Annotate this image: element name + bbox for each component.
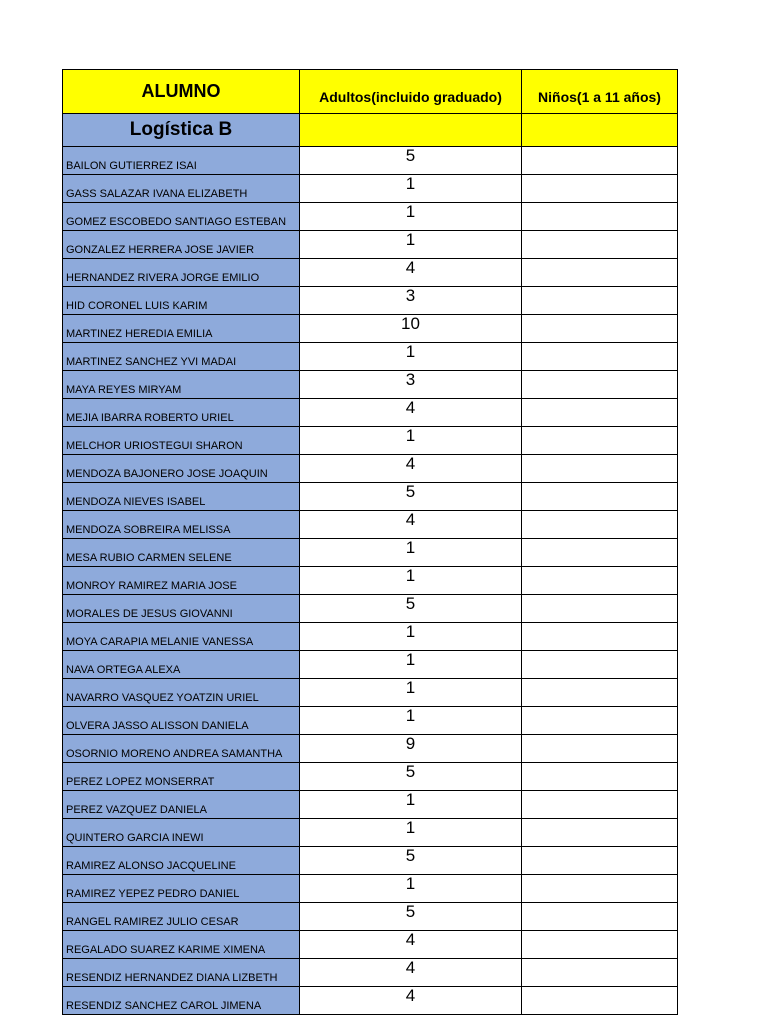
adults-count-cell[interactable]: 5 — [300, 147, 522, 175]
adults-count-cell[interactable]: 1 — [300, 175, 522, 203]
adults-count-cell[interactable]: 4 — [300, 987, 522, 1015]
student-name-cell[interactable]: REGALADO SUAREZ KARIME XIMENA — [63, 931, 300, 959]
student-name-cell[interactable]: BAILON GUTIERREZ ISAI — [63, 147, 300, 175]
adults-count-cell[interactable]: 1 — [300, 819, 522, 847]
kids-count-cell[interactable] — [522, 595, 678, 623]
group-kids-cell — [522, 114, 678, 147]
kids-count-cell[interactable] — [522, 959, 678, 987]
student-name-cell[interactable]: HID CORONEL LUIS KARIM — [63, 287, 300, 315]
student-name-cell[interactable]: MENDOZA BAJONERO JOSE JOAQUIN — [63, 455, 300, 483]
student-name-cell[interactable]: MELCHOR URIOSTEGUI SHARON — [63, 427, 300, 455]
student-name-cell[interactable]: MENDOZA SOBREIRA MELISSA — [63, 511, 300, 539]
table-row — [63, 679, 678, 707]
adults-count-cell[interactable]: 1 — [300, 651, 522, 679]
table-row — [63, 735, 678, 763]
kids-count-cell[interactable] — [522, 707, 678, 735]
adults-count-cell[interactable]: 1 — [300, 427, 522, 455]
alumno-header: ALUMNO — [63, 70, 300, 114]
student-name-cell[interactable]: MEJIA IBARRA ROBERTO URIEL — [63, 399, 300, 427]
student-name-cell[interactable]: GOMEZ ESCOBEDO SANTIAGO ESTEBAN — [63, 203, 300, 231]
kids-count-cell[interactable] — [522, 651, 678, 679]
table-row — [63, 847, 678, 875]
adults-column-header: Adultos(incluido graduado) — [300, 70, 522, 114]
adults-count-cell[interactable]: 4 — [300, 455, 522, 483]
student-name-cell[interactable]: MAYA REYES MIRYAM — [63, 371, 300, 399]
table-row — [63, 371, 678, 399]
table-row — [63, 259, 678, 287]
adults-count-cell[interactable]: 10 — [300, 315, 522, 343]
header-row — [63, 70, 678, 114]
group-title: Logística B — [63, 114, 300, 147]
adults-count-cell[interactable]: 4 — [300, 959, 522, 987]
table-row — [63, 231, 678, 259]
adults-count-cell[interactable]: 1 — [300, 567, 522, 595]
kids-count-cell[interactable] — [522, 399, 678, 427]
kids-count-cell[interactable] — [522, 147, 678, 175]
table-row — [63, 623, 678, 651]
table-row — [63, 931, 678, 959]
table-row — [63, 287, 678, 315]
table-row — [63, 455, 678, 483]
student-name-cell[interactable]: PEREZ VAZQUEZ DANIELA — [63, 791, 300, 819]
student-name-cell[interactable]: MARTINEZ SANCHEZ YVI MADAI — [63, 343, 300, 371]
table-row — [63, 791, 678, 819]
student-name-cell[interactable]: GASS SALAZAR IVANA ELIZABETH — [63, 175, 300, 203]
adults-count-cell[interactable]: 1 — [300, 707, 522, 735]
kids-count-cell[interactable] — [522, 567, 678, 595]
table-row — [63, 483, 678, 511]
table-row — [63, 959, 678, 987]
student-name-cell[interactable]: OSORNIO MORENO ANDREA SAMANTHA — [63, 735, 300, 763]
student-name-cell[interactable]: MORALES DE JESUS GIOVANNI — [63, 595, 300, 623]
attendance-table — [62, 69, 678, 1015]
kids-count-cell[interactable] — [522, 931, 678, 959]
adults-count-cell[interactable]: 5 — [300, 903, 522, 931]
table-row — [63, 147, 678, 175]
adults-count-cell[interactable]: 4 — [300, 931, 522, 959]
kids-count-cell[interactable] — [522, 539, 678, 567]
table-row — [63, 399, 678, 427]
student-name-cell[interactable]: RESENDIZ SANCHEZ CAROL JIMENA — [63, 987, 300, 1015]
adults-count-cell[interactable]: 5 — [300, 763, 522, 791]
adults-count-cell[interactable]: 1 — [300, 203, 522, 231]
kids-count-cell[interactable] — [522, 847, 678, 875]
table-row — [63, 875, 678, 903]
student-name-cell[interactable]: RAMIREZ ALONSO JACQUELINE — [63, 847, 300, 875]
table-row — [63, 539, 678, 567]
kids-count-cell[interactable] — [522, 511, 678, 539]
adults-count-cell[interactable]: 3 — [300, 371, 522, 399]
student-name-cell[interactable]: QUINTERO GARCIA INEWI — [63, 819, 300, 847]
kids-column-header: Niños(1 a 11 años) — [522, 70, 678, 114]
student-name-cell[interactable]: NAVA ORTEGA ALEXA — [63, 651, 300, 679]
kids-count-cell[interactable] — [522, 791, 678, 819]
table-row — [63, 707, 678, 735]
kids-count-cell[interactable] — [522, 483, 678, 511]
kids-count-cell[interactable] — [522, 819, 678, 847]
adults-count-cell[interactable]: 1 — [300, 875, 522, 903]
table-row — [63, 343, 678, 371]
table-row — [63, 763, 678, 791]
student-name-cell[interactable]: OLVERA JASSO ALISSON DANIELA — [63, 707, 300, 735]
kids-count-cell[interactable] — [522, 259, 678, 287]
kids-count-cell[interactable] — [522, 203, 678, 231]
student-name-cell[interactable]: RAMIREZ YEPEZ PEDRO DANIEL — [63, 875, 300, 903]
adults-count-cell[interactable]: 1 — [300, 679, 522, 707]
adults-count-cell[interactable]: 1 — [300, 343, 522, 371]
group-row — [63, 114, 678, 147]
kids-count-cell[interactable] — [522, 763, 678, 791]
table-row — [63, 427, 678, 455]
adults-count-cell[interactable]: 1 — [300, 791, 522, 819]
kids-count-cell[interactable] — [522, 455, 678, 483]
adults-count-cell[interactable]: 5 — [300, 847, 522, 875]
student-name-cell[interactable]: MOYA CARAPIA MELANIE VANESSA — [63, 623, 300, 651]
kids-count-cell[interactable] — [522, 679, 678, 707]
adults-count-cell[interactable]: 5 — [300, 595, 522, 623]
student-name-cell[interactable]: NAVARRO VASQUEZ YOATZIN URIEL — [63, 679, 300, 707]
group-adults-cell — [300, 114, 522, 147]
adults-count-cell[interactable]: 4 — [300, 399, 522, 427]
kids-count-cell[interactable] — [522, 231, 678, 259]
kids-count-cell[interactable] — [522, 175, 678, 203]
table-row — [63, 819, 678, 847]
kids-count-cell[interactable] — [522, 315, 678, 343]
adults-count-cell[interactable]: 1 — [300, 623, 522, 651]
student-name-cell[interactable]: PEREZ LOPEZ MONSERRAT — [63, 763, 300, 791]
student-name-cell[interactable]: MESA RUBIO CARMEN SELENE — [63, 539, 300, 567]
table-row — [63, 511, 678, 539]
kids-count-cell[interactable] — [522, 987, 678, 1015]
kids-count-cell[interactable] — [522, 735, 678, 763]
table-row — [63, 987, 678, 1015]
kids-count-cell[interactable] — [522, 623, 678, 651]
kids-count-cell[interactable] — [522, 343, 678, 371]
student-name-cell[interactable]: GONZALEZ HERRERA JOSE JAVIER — [63, 231, 300, 259]
kids-count-cell[interactable] — [522, 287, 678, 315]
kids-count-cell[interactable] — [522, 371, 678, 399]
adults-count-cell[interactable]: 1 — [300, 231, 522, 259]
adults-count-cell[interactable]: 3 — [300, 287, 522, 315]
adults-count-cell[interactable]: 4 — [300, 511, 522, 539]
table-row — [63, 595, 678, 623]
student-name-cell[interactable]: RANGEL RAMIREZ JULIO CESAR — [63, 903, 300, 931]
kids-count-cell[interactable] — [522, 903, 678, 931]
adults-count-cell[interactable]: 4 — [300, 259, 522, 287]
student-name-cell[interactable]: HERNANDEZ RIVERA JORGE EMILIO — [63, 259, 300, 287]
table-row — [63, 903, 678, 931]
table-row — [63, 203, 678, 231]
kids-count-cell[interactable] — [522, 427, 678, 455]
adults-count-cell[interactable]: 5 — [300, 483, 522, 511]
table-row — [63, 567, 678, 595]
student-name-cell[interactable]: MARTINEZ HEREDIA EMILIA — [63, 315, 300, 343]
kids-count-cell[interactable] — [522, 875, 678, 903]
student-name-cell[interactable]: MENDOZA NIEVES ISABEL — [63, 483, 300, 511]
table-row — [63, 315, 678, 343]
table-row — [63, 175, 678, 203]
table-row — [63, 651, 678, 679]
adults-count-cell[interactable]: 1 — [300, 539, 522, 567]
adults-count-cell[interactable]: 9 — [300, 735, 522, 763]
student-name-cell[interactable]: MONROY RAMIREZ MARIA JOSE — [63, 567, 300, 595]
student-name-cell[interactable]: RESENDIZ HERNANDEZ DIANA LIZBETH — [63, 959, 300, 987]
